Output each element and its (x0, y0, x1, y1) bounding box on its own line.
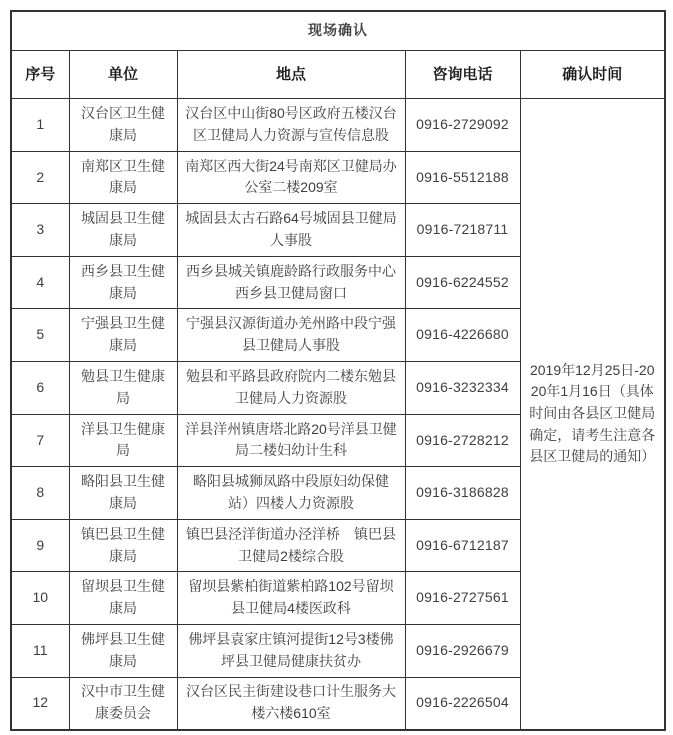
row-number: 4 (11, 256, 69, 309)
phone-cell: 0916-2226504 (405, 677, 520, 730)
row-number: 12 (11, 677, 69, 730)
phone-cell: 0916-2729092 (405, 99, 520, 152)
phone-cell: 0916-3232334 (405, 361, 520, 414)
row-number: 6 (11, 361, 69, 414)
location-cell: 佛坪县袁家庄镇河提街12号3楼佛坪县卫健局健康扶贫办 (177, 624, 405, 677)
phone-cell: 0916-2727561 (405, 572, 520, 625)
row-number: 10 (11, 572, 69, 625)
table-row (11, 99, 665, 152)
unit-cell: 留坝县卫生健康局 (69, 572, 177, 625)
col-header-no: 序号 (11, 51, 69, 99)
unit-cell: 勉县卫生健康局 (69, 361, 177, 414)
confirmation-table (10, 10, 666, 731)
unit-cell: 汉台区卫生健康局 (69, 99, 177, 152)
unit-cell: 略阳县卫生健康局 (69, 467, 177, 520)
phone-cell: 0916-7218711 (405, 204, 520, 257)
phone-cell: 0916-2728212 (405, 414, 520, 467)
location-cell: 留坝县紫柏街道紫柏路102号留坝县卫健局4楼医政科 (177, 572, 405, 625)
location-cell: 宁强县汉源街道办羌州路中段宁强县卫健局人事股 (177, 309, 405, 362)
table-title: 现场确认 (11, 11, 665, 51)
row-number: 5 (11, 309, 69, 362)
phone-cell: 0916-4226680 (405, 309, 520, 362)
row-number: 8 (11, 467, 69, 520)
unit-cell: 南郑区卫生健康局 (69, 151, 177, 204)
row-number: 9 (11, 519, 69, 572)
phone-cell: 0916-5512188 (405, 151, 520, 204)
unit-cell: 镇巴县卫生健康局 (69, 519, 177, 572)
row-number: 7 (11, 414, 69, 467)
location-cell: 洋县洋州镇唐塔北路20号洋县卫健局二楼妇幼计生科 (177, 414, 405, 467)
col-header-phone: 咨询电话 (405, 51, 520, 99)
row-number: 11 (11, 624, 69, 677)
location-cell: 西乡县城关镇鹿龄路行政服务中心西乡县卫健局窗口 (177, 256, 405, 309)
row-number: 2 (11, 151, 69, 204)
row-number: 3 (11, 204, 69, 257)
location-cell: 城固县太古石路64号城固县卫健局人事股 (177, 204, 405, 257)
location-cell: 南郑区西大街24号南郑区卫健局办公室二楼209室 (177, 151, 405, 204)
phone-cell: 0916-6224552 (405, 256, 520, 309)
location-cell: 汉台区中山街80号区政府五楼汉台区卫健局人力资源与宣传信息股 (177, 99, 405, 152)
unit-cell: 佛坪县卫生健康局 (69, 624, 177, 677)
phone-cell: 0916-3186828 (405, 467, 520, 520)
unit-cell: 城固县卫生健康局 (69, 204, 177, 257)
header-row (11, 51, 665, 99)
phone-cell: 0916-6712187 (405, 519, 520, 572)
confirm-time-cell: 2019年12月25日-2020年1月16日（具体时间由各县区卫健局确定，请考生注意各县区卫健局的通知） (520, 99, 665, 730)
location-cell: 镇巴县泾洋街道办泾洋桥 镇巴县卫健局2楼综合股 (177, 519, 405, 572)
title-row (11, 11, 665, 51)
unit-cell: 汉中市卫生健康委员会 (69, 677, 177, 730)
row-number: 1 (11, 99, 69, 152)
location-cell: 勉县和平路县政府院内二楼东勉县卫健局人力资源股 (177, 361, 405, 414)
col-header-confirm-time: 确认时间 (520, 51, 665, 99)
unit-cell: 洋县卫生健康局 (69, 414, 177, 467)
unit-cell: 西乡县卫生健康局 (69, 256, 177, 309)
phone-cell: 0916-2926679 (405, 624, 520, 677)
unit-cell: 宁强县卫生健康局 (69, 309, 177, 362)
col-header-unit: 单位 (69, 51, 177, 99)
col-header-location: 地点 (177, 51, 405, 99)
location-cell: 汉台区民主街建设巷口计生服务大楼六楼610室 (177, 677, 405, 730)
location-cell: 略阳县城狮凤路中段原妇幼保健站）四楼人力资源股 (177, 467, 405, 520)
